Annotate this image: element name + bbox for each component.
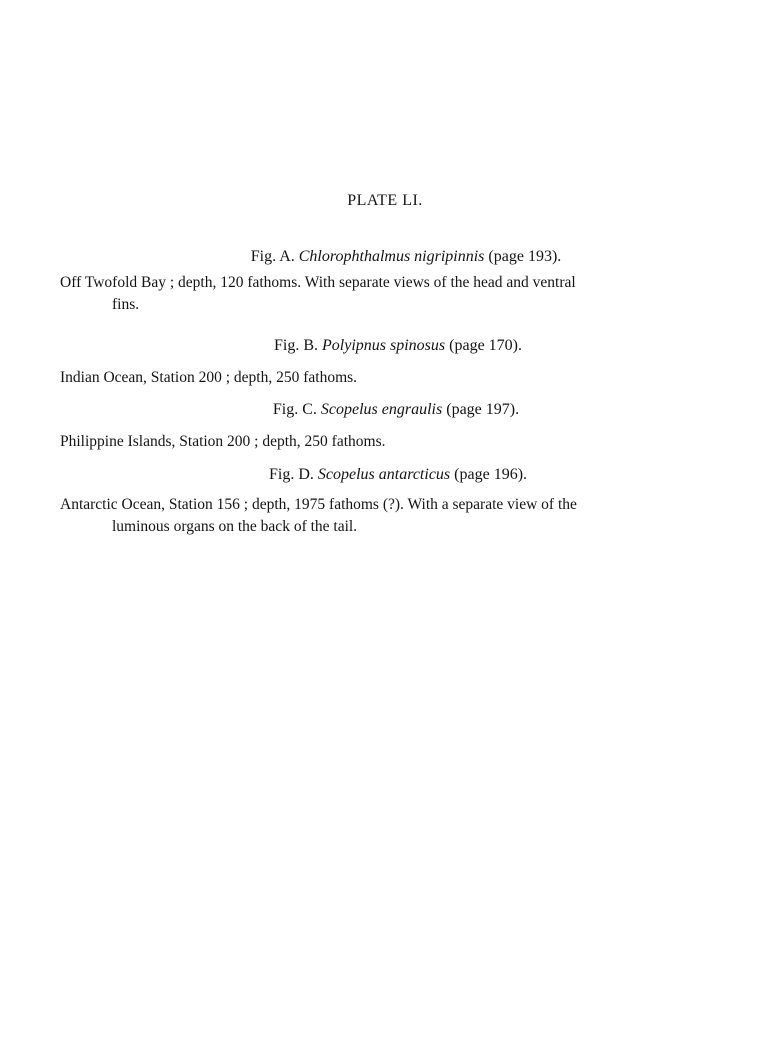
figure-a-page-ref: (page 193). [488,248,562,265]
figure-b-caption [10,337,776,355]
figure-d-description-line1: Antarctic Ocean, Station 156 ; depth, 1975 fathoms (?). With a separate view of the [60,496,577,513]
plate-title: PLATE LI. [347,192,423,209]
figure-a-description-line1: Off Twofold Bay ; depth, 120 fathoms. With separate views of the head and ventral [60,274,576,291]
figure-a-description [60,272,728,316]
figure-d-caption [10,466,776,484]
figure-a-species: Chlorophthalmus nigripinnis [298,248,485,265]
figure-b-page-ref: (page 170). [449,337,522,354]
figure-c-species: Scopelus engraulis [320,401,443,418]
figure-c-page-ref: (page 197). [446,401,520,418]
figure-b-species: Polyipnus spinosus [322,337,446,354]
figure-c-description-line1: Philippine Islands, Station 200 ; depth, 250 fathoms. [60,433,386,450]
figure-a-caption [18,248,776,266]
figure-d-page-ref: (page 196). [454,466,528,483]
figure-c-caption [8,401,776,419]
figure-c-description [60,431,728,453]
figure-b-description [60,367,728,389]
figure-a-description-line2: fins. [112,296,140,313]
figure-d-label: Fig. D. [268,466,314,483]
figure-d-description [60,494,728,538]
figure-a-label: Fig. A. [250,248,295,265]
figure-d-species: Scopelus antarcticus [317,466,451,483]
figure-c-label: Fig. C. [272,401,317,418]
figure-d-description-line2: luminous organs on the back of the tail. [112,518,358,535]
figure-b-label: Fig. B. [274,337,319,354]
figure-b-description-line1: Indian Ocean, Station 200 ; depth, 250 fathoms. [60,369,358,386]
